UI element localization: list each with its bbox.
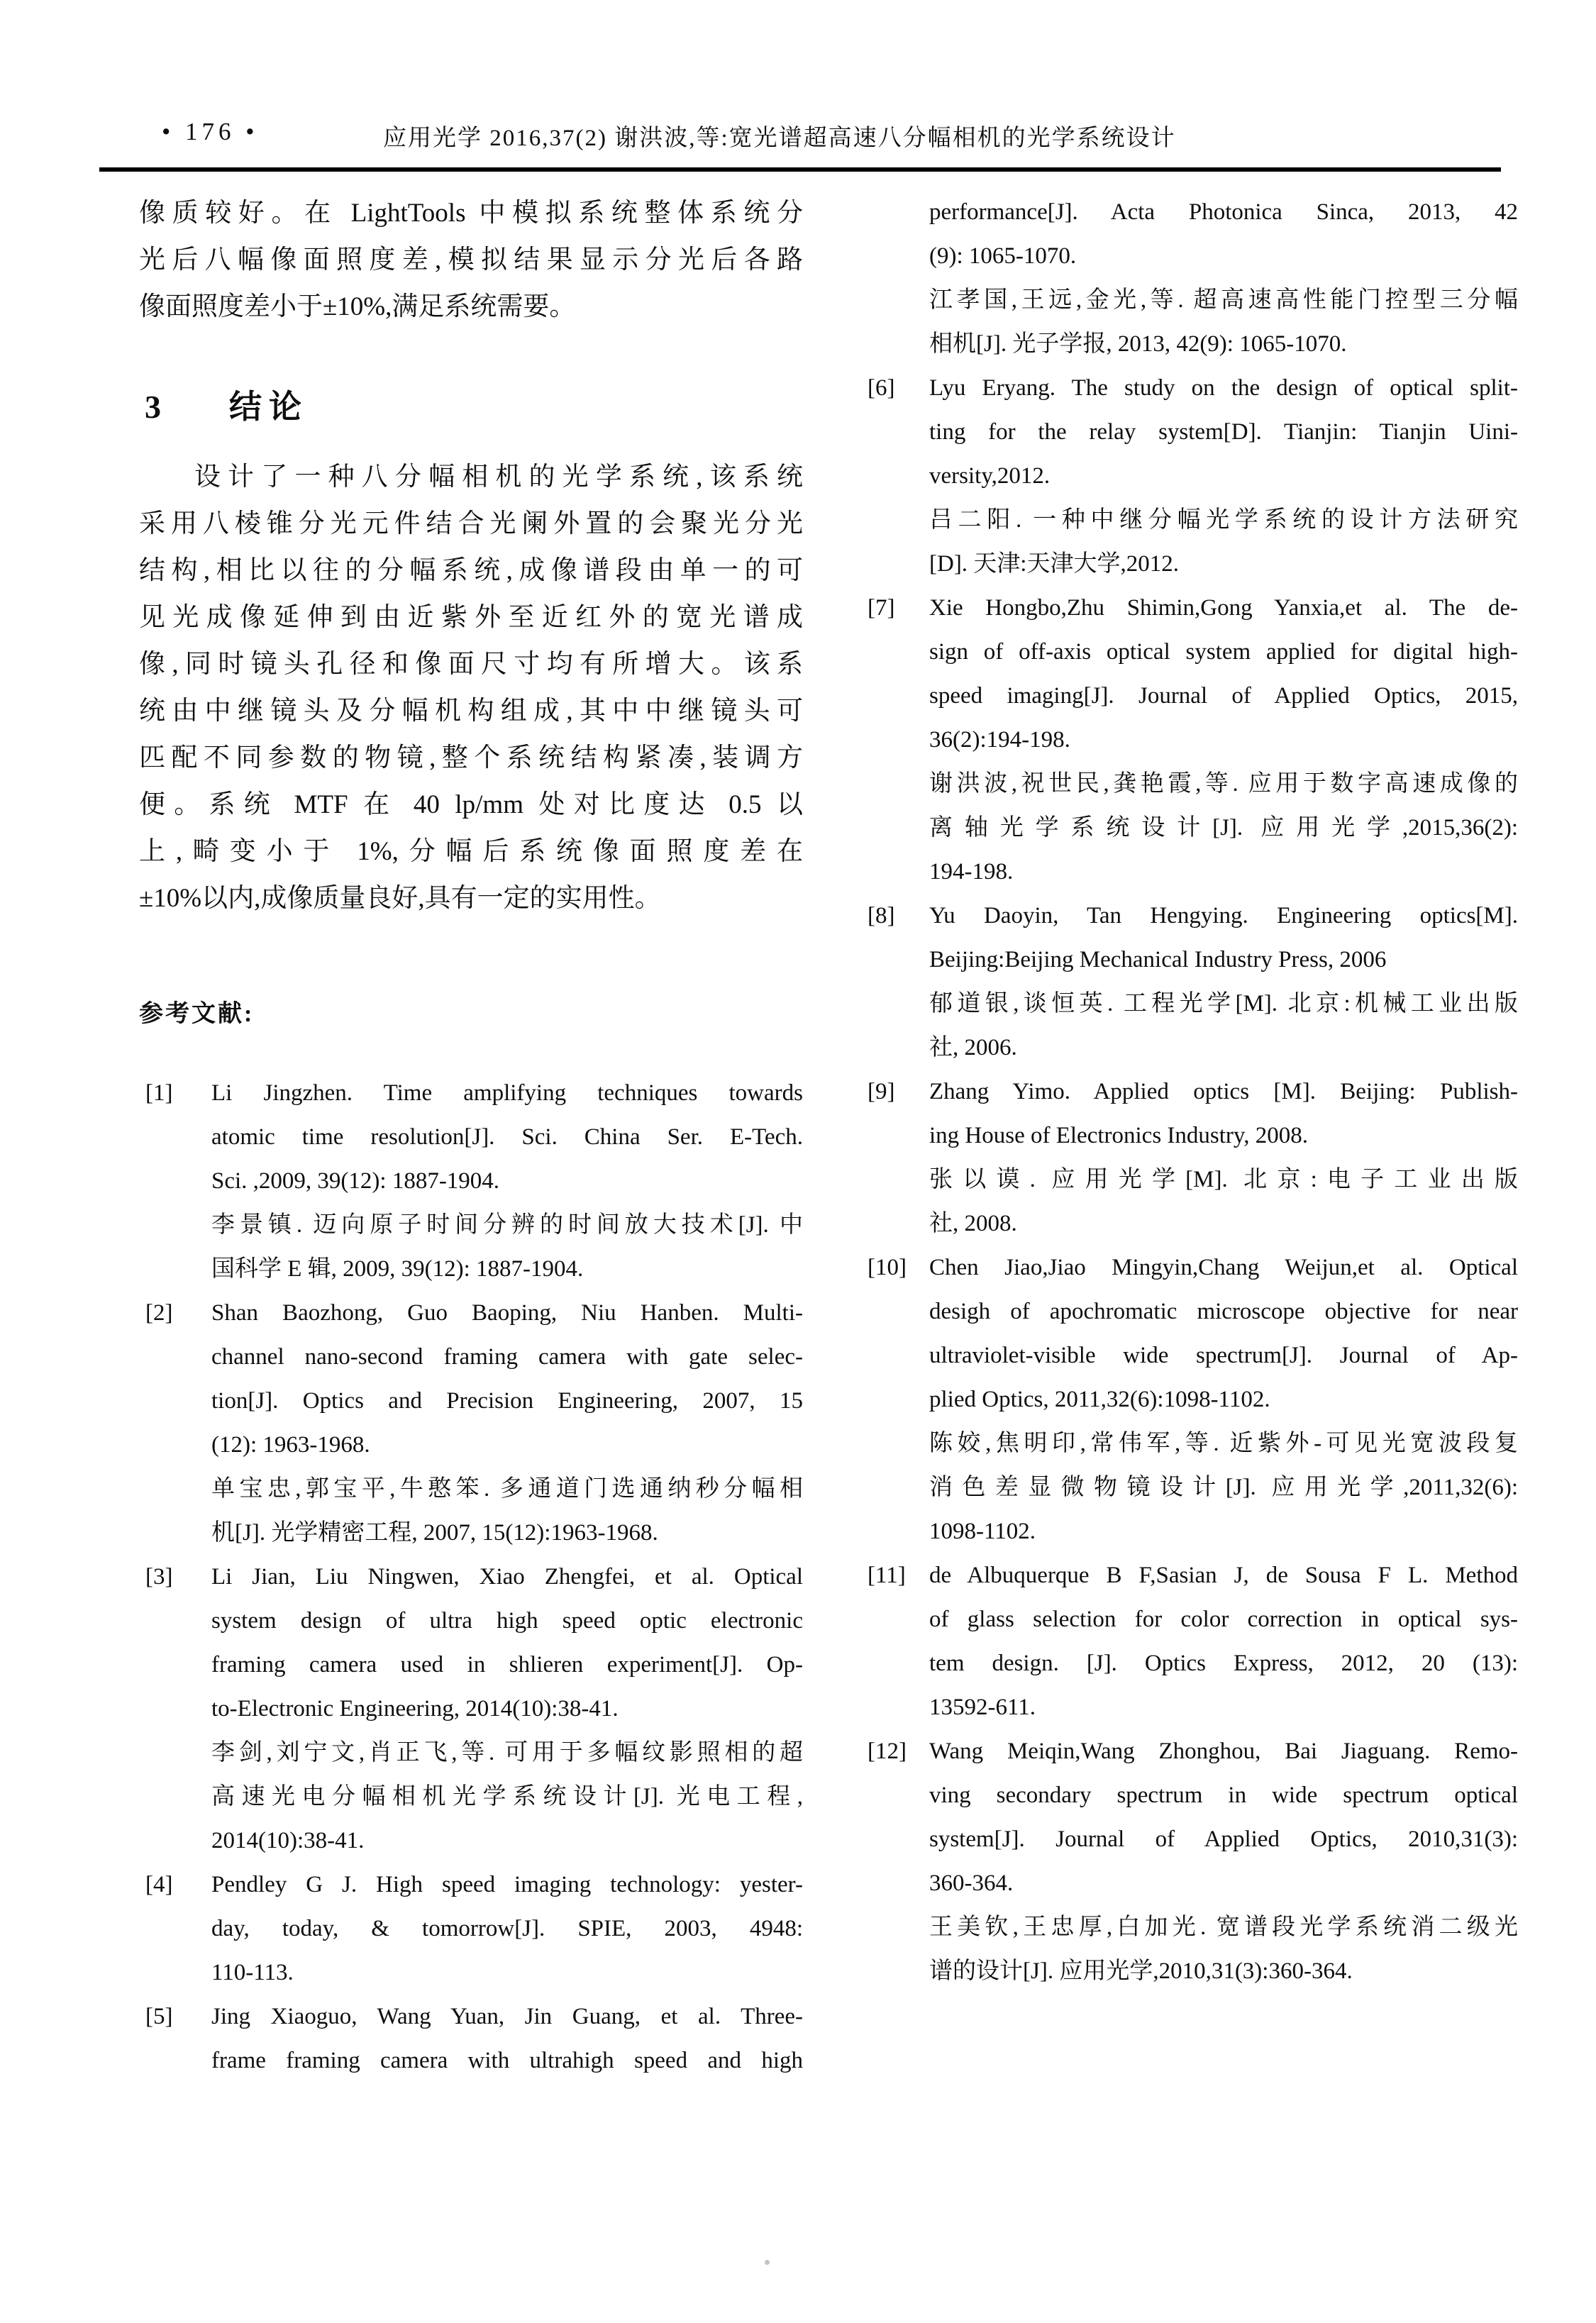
- reference-line: 13592-611.: [929, 1695, 1036, 1720]
- reference-line: system design of ultra high speed optic electronic: [211, 1608, 803, 1634]
- reference-line: 消色差显微物镜设计[J]. 应用光学,2011,32(6):: [929, 1475, 1518, 1500]
- reference-line: 36(2):194-198.: [929, 727, 1070, 753]
- reference-number: [1]: [145, 1080, 173, 1106]
- reference-line: frame framing camera with ultrahigh speed and high: [211, 2048, 803, 2073]
- intro-paragraph: [139, 190, 803, 331]
- reference-line: (9): 1065-1070.: [929, 243, 1077, 269]
- reference-line: 194-198.: [929, 859, 1014, 885]
- reference-item: [139, 1071, 803, 1291]
- reference-line: 李剑,刘宁文,肖正飞,等. 可用于多幅纹影照相的超: [211, 1740, 803, 1765]
- reference-line: 高速光电分幅相机光学系统设计[J]. 光电工程,: [211, 1784, 803, 1809]
- reference-line: 江孝国,王远,金光,等. 超高速高性能门控型三分幅: [929, 287, 1518, 313]
- text-line: 见光成像延伸到由近紫外至近红外的宽光谱成: [139, 603, 803, 632]
- reference-body: [929, 190, 1518, 366]
- reference-item: [868, 894, 1518, 1070]
- reference-line: 吕二阳. 一种中继分幅光学系统的设计方法研究: [929, 507, 1518, 533]
- reference-number: [7]: [868, 595, 895, 621]
- reference-item: [139, 1995, 803, 2083]
- reference-line: Xie Hongbo,Zhu Shimin,Gong Yanxia,et al. The de-: [929, 595, 1518, 621]
- text-line: 便。系统 MTF 在 40 lp/mm 处对比度达 0.5 以: [139, 790, 803, 819]
- reference-item: [139, 1863, 803, 1995]
- reference-line: ting for the relay system[D]. Tianjin: Tianjin Uini-: [929, 419, 1518, 445]
- reference-line: framing camera used in shlieren experiment[J]. Op-: [211, 1652, 803, 1678]
- reference-line: system[J]. Journal of Applied Optics, 2010,31(3):: [929, 1826, 1518, 1852]
- references-list-right: [868, 190, 1518, 1993]
- reference-number: [12]: [868, 1739, 907, 1764]
- text-line: 采用八棱锥分光元件结合光阑外置的会聚光分光: [139, 509, 803, 538]
- reference-line: 王美钦,王忠厚,白加光. 宽谱段光学系统消二级光: [929, 1914, 1518, 1940]
- reference-line: 机[J]. 光学精密工程, 2007, 15(12):1963-1968.: [211, 1520, 658, 1546]
- page-number: • 176 •: [162, 118, 259, 145]
- reference-item: [868, 190, 1518, 366]
- reference-item: [868, 1070, 1518, 1246]
- references-list-left: [139, 1071, 803, 2083]
- reference-line: 离轴光学系统设计[J]. 应用光学,2015,36(2):: [929, 815, 1518, 841]
- reference-line: performance[J]. Acta Photonica Sinca, 2013, 42: [929, 199, 1518, 225]
- reference-line: 陈姣,焦明印,常伟军,等. 近紫外-可见光宽波段复: [929, 1431, 1518, 1456]
- reference-line: 2014(10):38-41.: [211, 1828, 365, 1853]
- reference-number: [6]: [868, 375, 895, 401]
- reference-item: [868, 1729, 1518, 1993]
- conclusion-paragraph: [139, 454, 803, 922]
- reference-line: 110-113.: [211, 1960, 294, 1985]
- reference-line: 单宝忠,郭宝平,牛憨笨. 多通道门选通纳秒分幅相: [211, 1476, 803, 1502]
- reference-line: 张以谟. 应用光学[M]. 北京:电子工业出版: [929, 1167, 1518, 1192]
- reference-line: 谢洪波,祝世民,龚艳霞,等. 应用于数字高速成像的: [929, 771, 1518, 797]
- reference-line: 谱的设计[J]. 应用光学,2010,31(3):360-364.: [929, 1958, 1353, 1984]
- reference-line: versity,2012.: [929, 463, 1051, 489]
- reference-body: [929, 1553, 1518, 1729]
- scan-speck: [765, 2260, 770, 2265]
- reference-number: [3]: [145, 1564, 173, 1590]
- reference-body: [211, 1291, 803, 1555]
- reference-line: tion[J]. Optics and Precision Engineering, 2007, 15: [211, 1388, 803, 1414]
- text-line: 像面照度差小于±10%,满足系统需要。: [139, 292, 576, 321]
- left-column: [139, 190, 803, 2083]
- text-line: ±10%以内,成像质量良好,具有一定的实用性。: [139, 884, 661, 913]
- reference-line: Lyu Eryang. The study on the design of optical split-: [929, 375, 1518, 401]
- reference-body: [929, 366, 1518, 586]
- text-line: 设计了一种八分幅相机的光学系统,该系统: [194, 462, 803, 492]
- reference-body: [929, 1729, 1518, 1993]
- header-rule: [99, 167, 1501, 172]
- reference-body: [929, 586, 1518, 894]
- text-line: 像,同时镜头孔径和像面尺寸均有所增大。该系: [139, 650, 803, 679]
- reference-line: desigh of apochromatic microscope objective for near: [929, 1299, 1518, 1324]
- text-line: 上,畸变小于 1%,分幅后系统像面照度差在: [139, 837, 803, 866]
- reference-line: plied Optics, 2011,32(6):1098-1102.: [929, 1387, 1270, 1412]
- reference-body: [211, 1555, 803, 1863]
- reference-line: Sci. ,2009, 39(12): 1887-1904.: [211, 1168, 500, 1194]
- reference-item: [868, 1246, 1518, 1553]
- reference-body: [929, 1070, 1518, 1246]
- reference-item: [139, 1555, 803, 1863]
- reference-line: ultraviolet-visible wide spectrum[J]. Journal of Ap-: [929, 1343, 1518, 1368]
- reference-line: sign of off-axis optical system applied for digital high-: [929, 639, 1518, 665]
- reference-line: Shan Baozhong, Guo Baoping, Niu Hanben. Multi-: [211, 1300, 803, 1326]
- reference-body: [211, 1863, 803, 1995]
- reference-body: [929, 1246, 1518, 1553]
- reference-line: atomic time resolution[J]. Sci. China Ser. E-Tech.: [211, 1124, 803, 1150]
- reference-line: Wang Meiqin,Wang Zhonghou, Bai Jiaguang. Remo-: [929, 1739, 1518, 1764]
- reference-item: [868, 586, 1518, 894]
- reference-line: of glass selection for color correction in optical sys-: [929, 1607, 1518, 1632]
- reference-line: Li Jingzhen. Time amplifying techniques towards: [211, 1080, 803, 1106]
- reference-number: [5]: [145, 2004, 173, 2029]
- text-line: 匹配不同参数的物镜,整个系统结构紧凑,装调方: [139, 743, 803, 772]
- reference-line: de Albuquerque B F,Sasian J, de Sousa F L. Method: [929, 1563, 1518, 1588]
- references-heading: 参考文献:: [139, 1001, 255, 1027]
- text-line: 像质较好。在 LightTools 中模拟系统整体系统分: [139, 199, 803, 228]
- reference-line: (12): 1963-1968.: [211, 1432, 370, 1458]
- reference-number: [4]: [145, 1872, 173, 1897]
- reference-line: Zhang Yimo. Applied optics [M]. Beijing: Publish-: [929, 1079, 1518, 1104]
- right-column: [868, 190, 1518, 1993]
- reference-item: [868, 1553, 1518, 1729]
- text-line: 光后八幅像面照度差,模拟结果显示分光后各路: [139, 245, 803, 275]
- reference-body: [929, 894, 1518, 1070]
- reference-line: 相机[J]. 光子学报, 2013, 42(9): 1065-1070.: [929, 331, 1347, 357]
- reference-line: Yu Daoyin, Tan Hengying. Engineering optics[M].: [929, 903, 1518, 928]
- reference-body: [211, 1995, 803, 2083]
- reference-line: 国科学 E 辑, 2009, 39(12): 1887-1904.: [211, 1256, 584, 1282]
- reference-line: 李景镇. 迈向原子时间分辨的时间放大技术[J]. 中: [211, 1212, 803, 1238]
- reference-line: ving secondary spectrum in wide spectrum optical: [929, 1783, 1518, 1808]
- reference-line: ing House of Electronics Industry, 2008.: [929, 1123, 1309, 1148]
- reference-line: [D]. 天津:天津大学,2012.: [929, 551, 1179, 577]
- reference-number: [10]: [868, 1255, 907, 1280]
- section-heading: [139, 386, 803, 428]
- reference-line: 社, 2008.: [929, 1211, 1017, 1236]
- reference-number: [2]: [145, 1300, 173, 1326]
- reference-line: Beijing:Beijing Mechanical Industry Press, 2006: [929, 947, 1387, 972]
- reference-number: [9]: [868, 1079, 895, 1104]
- reference-line: Chen Jiao,Jiao Mingyin,Chang Weijun,et al. Optical: [929, 1255, 1518, 1280]
- text-line: 统由中继镜头及分幅机构组成,其中中继镜头可: [139, 697, 803, 726]
- reference-item: [868, 366, 1518, 586]
- reference-number: [11]: [868, 1563, 906, 1588]
- section-number: 3: [145, 389, 161, 425]
- text-line: 结构,相比以往的分幅系统,成像谱段由单一的可: [139, 556, 803, 585]
- section-title: 结论: [229, 389, 309, 425]
- reference-line: to-Electronic Engineering, 2014(10):38-41.: [211, 1696, 619, 1722]
- reference-line: day, today, & tomorrow[J]. SPIE, 2003, 4948:: [211, 1916, 803, 1941]
- reference-line: 1098-1102.: [929, 1519, 1036, 1544]
- reference-line: Jing Xiaoguo, Wang Yuan, Jin Guang, et al. Three-: [211, 2004, 803, 2029]
- reference-line: speed imaging[J]. Journal of Applied Optics, 2015,: [929, 683, 1518, 709]
- reference-line: 社, 2006.: [929, 1035, 1017, 1060]
- journal-header: 应用光学 2016,37(2) 谢洪波,等:宽光谱超高速八分幅相机的光学系统设计: [383, 126, 1176, 151]
- reference-line: Li Jian, Liu Ningwen, Xiao Zhengfei, et al. Optical: [211, 1564, 803, 1590]
- reference-number: [8]: [868, 903, 895, 928]
- reference-line: 360-364.: [929, 1870, 1014, 1896]
- reference-line: 郁道银,谈恒英. 工程光学[M]. 北京:机械工业出版: [929, 991, 1518, 1016]
- reference-line: Pendley G J. High speed imaging technology: yester-: [211, 1872, 803, 1897]
- reference-item: [139, 1291, 803, 1555]
- reference-line: tem design. [J]. Optics Express, 2012, 20 (13):: [929, 1651, 1518, 1676]
- reference-body: [211, 1071, 803, 1291]
- reference-line: channel nano-second framing camera with gate selec-: [211, 1344, 803, 1370]
